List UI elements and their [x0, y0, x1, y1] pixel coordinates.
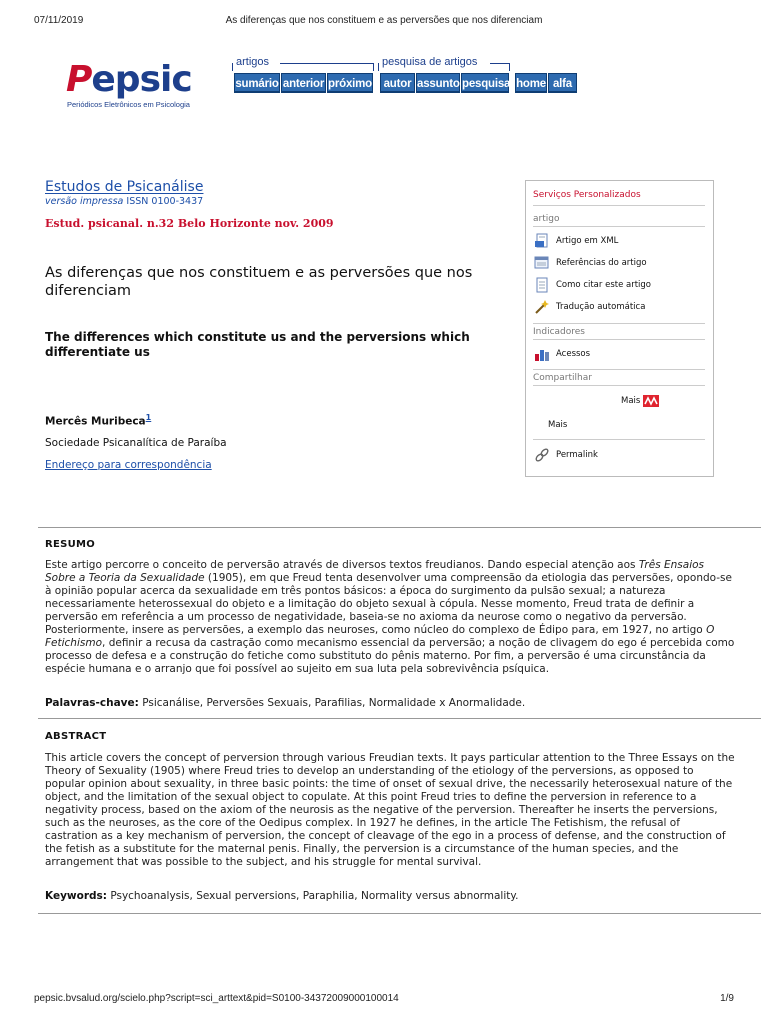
pesquisa-button[interactable]: pesquisa — [461, 73, 509, 93]
logo-wordmark — [66, 60, 192, 100]
sidebar-item-translate-label: Tradução automática — [556, 302, 646, 312]
sidebar-item-references-label: Referências do artigo — [556, 258, 647, 268]
logo-subtitle: Periódicos Eletrônicos em Psicologia — [67, 100, 190, 109]
link-chain-icon — [534, 447, 550, 463]
home-button[interactable]: home — [515, 73, 547, 93]
share-more-label: Mais — [621, 396, 641, 406]
sidebar-section-artigo: artigo — [533, 214, 560, 224]
logo-first-letter: P — [66, 59, 92, 100]
author-note-link[interactable]: 1 — [145, 413, 152, 422]
resumo-text-part2: (1905), em que Freud tenta desenvolver uma compreensão da etiologia das perversões, opondo-se à opinião popular acerca da sexualidade em três pontos básicos: a época do surgimento da pulsão sexual; a natureza necessariamente heterossexual do objeto e a limitação do objeto sexual à cópula. Nesse momento, Freud trata de definir a perversão em referência a um processo de negatividade, baseia-se no axioma da neurose como o negativo da perversão. Posteriormente, insere as perversões, a exemplo das neuroses, como núcleo do complexo de Édipo para, em 1927, no artigo — [45, 572, 732, 636]
keywords-label: Keywords: — [45, 890, 107, 902]
sidebar-header: Serviços Personalizados — [533, 190, 641, 200]
sidebar-item-acessos-label: Acessos — [556, 349, 591, 359]
journal-version: versão impressa — [45, 196, 124, 207]
autor-button[interactable]: autor — [380, 73, 415, 93]
resumo-text-part1: Este artigo percorre o conceito de perversão através de diversos textos freudianos. Dando especial atenção aos — [45, 559, 639, 571]
keywords — [45, 890, 735, 903]
resumo-text-part3: , definir a recusa da castração como mecanismo essencial da perversão; a noção de clivagem do ego é percebida como processo de defesa e a construção do fetiche como substituto do pênis materno. Por fim, a perversão é uma circunstância da espécie humana e o arranjo que foi possível ao sujeito em sua luta pela sobrevivência psíquica. — [45, 637, 735, 675]
translate-wand-icon — [534, 299, 550, 315]
sidebar-item-permalink-label: Permalink — [556, 450, 598, 460]
resumo-italic-title1: Três Ensaios Sobre a Teoria da Sexualidade — [45, 559, 705, 584]
journal-reference: Estud. psicanal. n.32 Belo Horizonte nov. 2009 — [45, 217, 334, 230]
xml-document-icon — [534, 233, 550, 249]
references-icon — [534, 255, 550, 271]
divider — [38, 527, 761, 528]
resumo-italic-title2: O Fetichismo — [45, 624, 715, 649]
share-more-link[interactable] — [548, 417, 567, 433]
cite-document-icon — [534, 277, 550, 293]
sidebar-item-cite[interactable] — [534, 277, 651, 293]
nav-pesquisa-label: pesquisa de artigos — [382, 56, 478, 68]
sidebar-section-compartilhar: Compartilhar — [533, 373, 592, 383]
sidebar-item-permalink[interactable] — [534, 447, 598, 463]
palavras-chave — [45, 697, 735, 710]
abstract-heading: ABSTRACT — [45, 731, 107, 742]
divider — [38, 718, 761, 719]
alfa-button[interactable]: alfa — [548, 73, 577, 93]
author-name: Mercês Muribeca — [45, 415, 146, 428]
correspondence-link[interactable]: Endereço para correspondência — [45, 459, 212, 471]
journal-issn-number: ISSN 0100-3437 — [126, 196, 204, 207]
share-more-link-label: Mais — [548, 420, 568, 430]
share-more-button[interactable] — [621, 393, 659, 409]
print-url: pepsic.bvsalud.org/scielo.php?script=sci_arttext&pid=S0100-34372009000100014 — [34, 993, 399, 1004]
print-page-title: As diferenças que nos constituem e as perversões que nos diferenciam — [225, 15, 543, 26]
proximo-button[interactable]: próximo — [327, 73, 373, 93]
print-date: 07/11/2019 — [34, 15, 84, 26]
article-title-en: The differences which constitute us and the perversions which differentiate us — [45, 330, 470, 359]
abstract-text: This article covers the concept of perversion through various Freudian texts. It pays particular attention to the Three Essays on the Theory of Sexuality (1905) where Freud tries to develop an understanding of the etiology of the perversions, as opposed to popular opinion about sexuality, in three basic points: the time of onset of sexual drive, the necessarily heterosexual nature of the object, and the limitation of the sexual object to copulate. At this point Freud tries to define the perversion in reference to a negativity process, based on the axiom of the neurosis as the negative of the perversion. Thereafter he inserts the perversions, such as the neuroses, as the core of the Oedipus complex. In 1927 he defines, in the article The Fetishism, the refusal of castration as a key mechanism of perversion, the concept of cleavage of the ego in a process of defense, and the construction of the fetish as a substitute for the maternal penis. Finally, the perversion is a circumstance of the human species, and the arrangement that was possible to the subject, and his struggle for mental survival. — [45, 752, 735, 868]
resumo-heading: RESUMO — [45, 539, 96, 550]
keywords-values: Psychoanalysis, Sexual perversions, Paraphilia, Normality versus abnormality. — [106, 890, 519, 902]
services-sidebar — [525, 180, 714, 477]
assunto-button[interactable]: assunto — [416, 73, 460, 93]
logo-rest: epsic — [91, 59, 192, 100]
sidebar-item-xml-label: Artigo em XML — [556, 236, 619, 246]
affiliation: Sociedade Psicanalítica de Paraíba — [45, 437, 227, 449]
divider — [38, 913, 761, 914]
sidebar-item-references[interactable] — [534, 255, 647, 271]
palavras-chave-label: Palavras-chave: — [45, 697, 139, 709]
nav-artigos-label: artigos — [236, 56, 270, 68]
journal-title-link[interactable]: Estudos de Psicanálise — [45, 179, 204, 195]
sidebar-item-cite-label: Como citar este artigo — [556, 280, 652, 290]
journal-issn — [45, 196, 203, 207]
author — [45, 413, 151, 428]
bar-chart-icon — [534, 346, 550, 362]
anterior-button[interactable]: anterior — [281, 73, 326, 93]
article-title: As diferenças que nos constituem e as perversões que nos diferenciam — [45, 265, 473, 299]
sidebar-item-translate[interactable] — [534, 299, 645, 315]
sumario-button[interactable]: sumário — [234, 73, 280, 93]
sidebar-section-indicadores: Indicadores — [533, 327, 585, 337]
print-page-number: 1/9 — [720, 993, 734, 1004]
pepsic-logo[interactable] — [66, 60, 216, 112]
addthis-share-icon — [643, 393, 659, 409]
sidebar-item-acessos[interactable] — [534, 346, 590, 362]
sidebar-item-xml[interactable] — [534, 233, 618, 249]
palavras-chave-values: Psicanálise, Perversões Sexuais, Parafilias, Normalidade x Anormalidade. — [138, 697, 526, 709]
resumo-text — [45, 559, 735, 676]
